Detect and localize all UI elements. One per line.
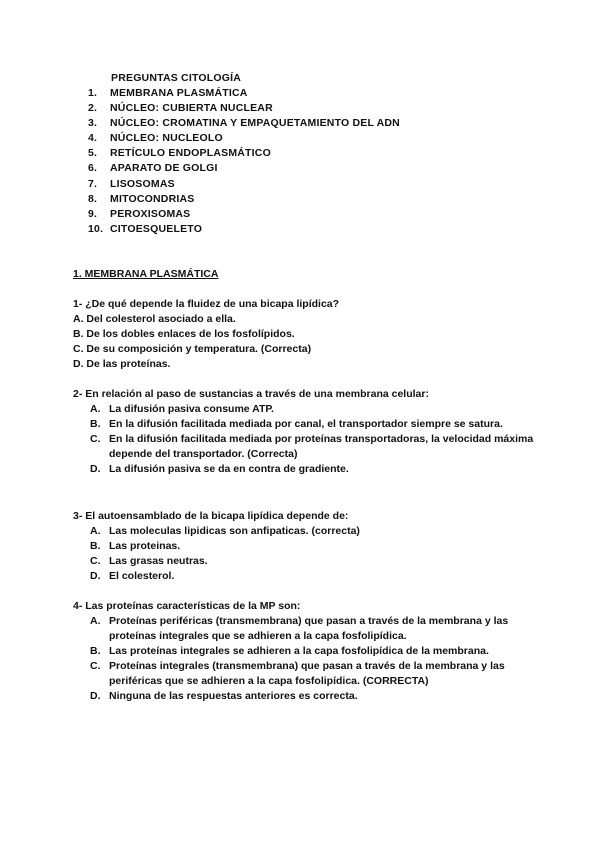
toc-item-label: LISOSOMAS — [110, 177, 175, 190]
answer-option — [73, 417, 543, 432]
toc-item — [88, 116, 400, 131]
toc-item-number: 8. — [88, 192, 98, 205]
toc-item-label: PEROXISOMAS — [110, 207, 191, 220]
toc-item-label: CITOESQUELETO — [110, 222, 203, 235]
option-text: El colesterol. — [109, 570, 175, 582]
option-letter: D. — [90, 690, 101, 702]
question-text: 4- Las proteínas características de la MP son: — [73, 600, 301, 612]
answer-option — [73, 462, 543, 477]
toc-item — [88, 177, 400, 192]
toc-item-number: 1. — [88, 87, 98, 99]
toc-item-number: 9. — [88, 207, 98, 220]
option-letter: C. — [90, 555, 101, 567]
toc-title: PREGUNTAS CITOLOGÍA — [111, 72, 241, 84]
toc-list — [88, 86, 400, 237]
toc-item — [88, 192, 400, 207]
toc-item-number: 2. — [88, 102, 98, 115]
toc-item-label: NÚCLEO: CROMATINA Y EMPAQUETAMIENTO DEL ADN — [110, 117, 400, 130]
toc-item-number: 4. — [88, 132, 98, 145]
toc-item-label: RETÍCULO ENDOPLASMÁTICO — [110, 147, 271, 160]
question-text: 1- ¿De qué depende la fluidez de una bicapa lipídica? — [73, 298, 340, 310]
option-letter: B. — [90, 418, 101, 430]
option-text: La difusión pasiva consume ATP. — [109, 403, 274, 415]
option-text: Las proteínas integrales se adhieren a la capa fosfolipídica de la membrana. — [109, 645, 489, 657]
toc-item-number: 7. — [88, 177, 98, 190]
question-block — [73, 297, 543, 372]
answer-option — [73, 689, 543, 704]
option-letter: B. — [90, 540, 101, 552]
option-text: La difusión pasiva se da en contra de gradiente. — [109, 463, 349, 475]
answer-option: B. De los dobles enlaces de los fosfolípidos. — [73, 328, 295, 340]
answer-option — [73, 614, 543, 644]
option-letter: C. — [90, 660, 101, 672]
toc-item — [88, 131, 400, 146]
toc-item-label: MEMBRANA PLASMÁTICA — [110, 87, 248, 99]
answer-options — [73, 312, 543, 372]
toc-item — [88, 222, 400, 237]
answer-options — [73, 614, 543, 704]
toc-item-label: NÚCLEO: NUCLEOLO — [110, 132, 223, 145]
option-text: Proteínas periféricas (transmembrana) que pasan a través de la membrana y las proteínas integrales que se adhieren a la capa fosfolipídica. — [109, 615, 509, 642]
option-text: Proteínas integrales (transmembrana) que pasan a través de la membrana y las periféricas que se adhieren a la capa fosfolipídica. (CORRECTA) — [109, 660, 505, 687]
question-text: 2- En relación al paso de sustancias a través de una membrana celular: — [73, 388, 429, 400]
answer-options — [73, 524, 543, 584]
toc-item-number: 10. — [88, 222, 104, 235]
toc-item — [88, 207, 400, 222]
option-letter: D. — [90, 463, 101, 475]
option-letter: A. — [90, 615, 101, 627]
section-heading: 1. MEMBRANA PLASMÁTICA — [73, 268, 219, 280]
toc-item — [88, 146, 400, 161]
toc-item — [88, 101, 400, 116]
answer-option — [73, 644, 543, 659]
option-text: Las grasas neutras. — [109, 555, 208, 567]
answer-option: A. Del colesterol asociado a ella. — [73, 313, 236, 325]
option-text: Ninguna de las respuestas anteriores es correcta. — [109, 690, 358, 702]
answer-option — [73, 402, 543, 417]
option-letter: B. — [90, 645, 101, 657]
question-block — [73, 387, 543, 477]
answer-option — [73, 432, 543, 462]
toc-item-number: 3. — [88, 117, 98, 130]
answer-option: C. De su composición y temperatura. (Correcta) — [73, 343, 312, 355]
option-letter: D. — [90, 570, 101, 582]
toc-item-label: APARATO DE GOLGI — [110, 162, 218, 175]
answer-option — [73, 554, 543, 569]
question-block — [73, 599, 543, 704]
toc-item — [88, 86, 400, 101]
option-letter: A. — [90, 403, 101, 415]
question-block — [73, 509, 543, 584]
option-text: En la difusión facilitada mediada por canal, el transportador siempre se satura. — [109, 418, 503, 430]
answer-option — [73, 659, 543, 689]
answer-option — [73, 539, 543, 554]
toc-item-label: MITOCONDRIAS — [110, 192, 195, 205]
answer-option: D. De las proteínas. — [73, 358, 171, 370]
toc-item-number: 6. — [88, 162, 98, 175]
option-letter: C. — [90, 433, 101, 445]
option-letter: A. — [90, 525, 101, 537]
answer-option — [73, 524, 543, 539]
option-text: Las proteinas. — [109, 540, 181, 552]
toc-item-number: 5. — [88, 147, 98, 160]
answer-options — [73, 402, 543, 477]
toc-item-label: NÚCLEO: CUBIERTA NUCLEAR — [110, 102, 273, 115]
answer-option — [73, 569, 543, 584]
toc-item — [88, 161, 400, 176]
option-text: Las moleculas lipidicas son anfipaticas. (correcta) — [109, 525, 360, 537]
option-text: En la difusión facilitada mediada por proteínas transportadoras, la velocidad máxima depende del transportador. (Correcta) — [109, 433, 534, 460]
question-text: 3- El autoensamblado de la bicapa lipídica depende de: — [73, 510, 349, 522]
